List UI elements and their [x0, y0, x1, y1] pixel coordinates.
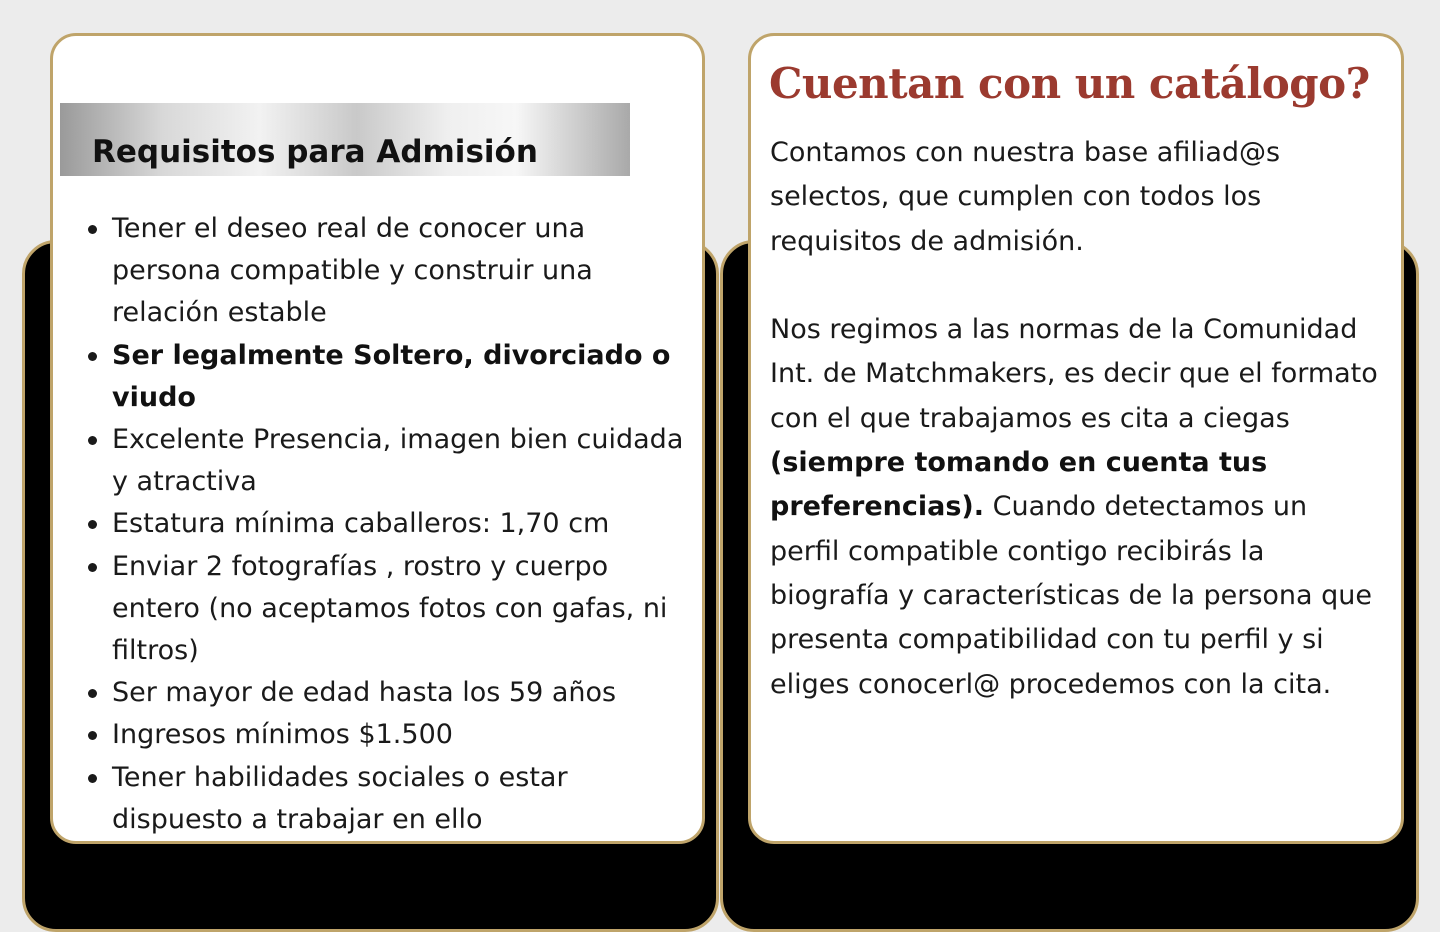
bullet-icon [88, 225, 97, 234]
list-item-text: Ser legalmente Soltero, divorciado o viudo [112, 339, 671, 413]
bullet-icon [88, 774, 97, 783]
list-item [112, 672, 692, 714]
requirements-list [112, 208, 692, 841]
list-item [112, 714, 692, 756]
catalog-paragraph-2 [770, 308, 1380, 707]
list-item [112, 335, 692, 419]
list-item [112, 757, 692, 841]
list-item [112, 208, 692, 335]
catalog-paragraph-1: Contamos con nuestra base afiliad@s selectos, que cumplen con todos los requisitos de admisión. [770, 137, 1281, 257]
list-item-text: Estatura mínima caballeros: 1,70 cm [112, 508, 610, 540]
list-item-text: Tener el deseo real de conocer una persona compatible y construir una relación estable [112, 213, 593, 329]
list-item-text: Enviar 2 fotografías , rostro y cuerpo entero (no aceptamos fotos con gafas, ni filtros) [112, 550, 668, 667]
catalog-paragraph-2-end: Cuando detectamos un perfil compatible contigo recibirás la biografía y características de la persona que presenta compatibilidad con tu perfil y si eliges conocerl@ procedemos con la cita. [770, 491, 1373, 700]
list-item [112, 546, 692, 673]
catalog-title: Cuentan con un catálogo? [769, 59, 1370, 108]
bullet-icon [88, 436, 97, 445]
bullet-icon [88, 352, 97, 361]
catalog-paragraph-2-start: Nos regimos a las normas de la Comunidad Int. de Matchmakers, es decir que el formato con el que trabajamos es cita a ciegas [770, 314, 1378, 434]
bullet-icon [88, 563, 97, 572]
list-item-text: Tener habilidades sociales o estar dispuesto a trabajar en ello [112, 761, 568, 835]
list-item [112, 419, 692, 503]
list-item-text: Excelente Presencia, imagen bien cuidada y atractiva [112, 424, 684, 498]
catalog-body [770, 131, 1380, 707]
list-item [112, 503, 692, 545]
list-item-text: Ser mayor de edad hasta los 59 años [112, 677, 617, 709]
catalog-paragraph-2-emphasis: (siempre tomando en cuenta tus preferencias). [770, 447, 1268, 523]
requirements-title: Requisitos para Admisión [92, 134, 538, 170]
list-item-text: Ingresos mínimos $1.500 [112, 719, 453, 751]
paragraph-spacer [770, 264, 1380, 308]
